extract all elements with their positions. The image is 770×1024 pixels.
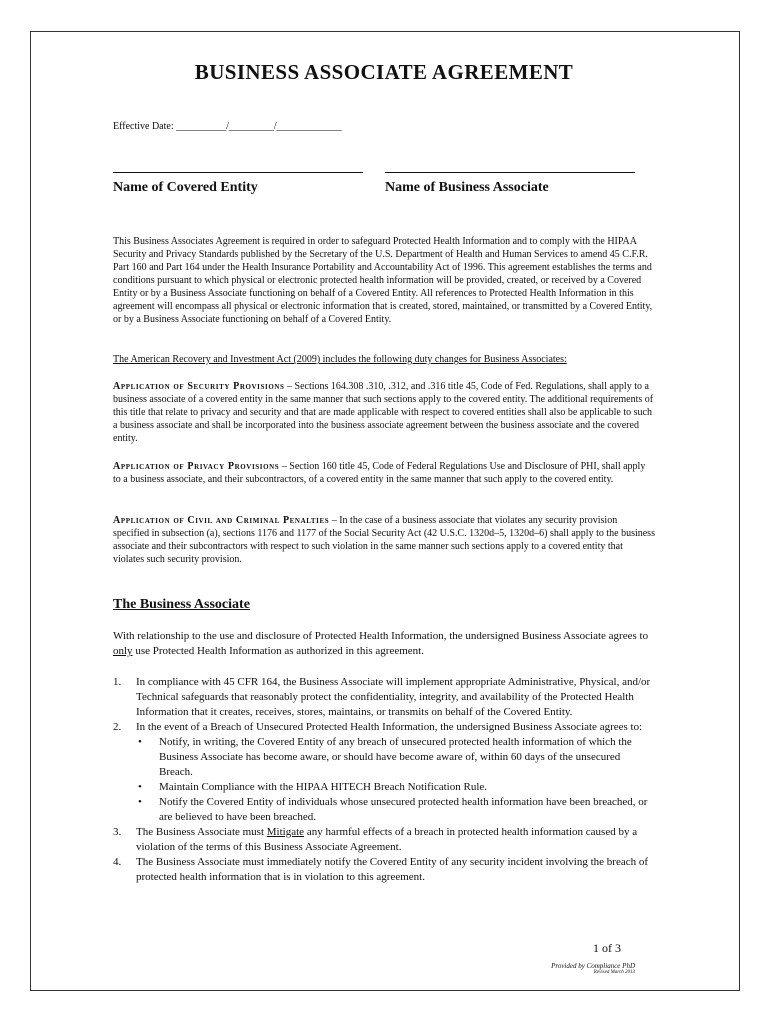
list-item (113, 855, 655, 885)
list-item-text: The Business Associate must immediately notify the Covered Entity of any security incident involving the breach of protected health information that is in violation to this agreement. (136, 856, 648, 883)
list-item-number: 1. (113, 676, 122, 688)
business-associate-section-title: The Business Associate (113, 597, 250, 612)
penalties-heading: Application of Civil and Criminal Penalties (113, 515, 330, 526)
penalties-text: – In the case of a business associate that violates any security provision specified in subsection (a), sections 1176 and 1177 of the Social Security Act (42 U.S.C. 1320d–5, 1320d–6) shall apply to the business associate and their subcontractors with respect to such violation in the same manner such sections apply to a covered entity that violates such security provision. (113, 515, 655, 565)
document-title: BUSINESS ASSOCIATE AGREEMENT (194, 60, 574, 84)
list-item-number: 3. (113, 826, 122, 838)
security-provisions-paragraph (113, 380, 655, 445)
page-number: 1 of 3 (593, 941, 621, 955)
list-item-underlined-word: Mitigate (266, 826, 305, 838)
bullet-icon: • (138, 796, 142, 808)
list-item-text-before: The Business Associate must (136, 826, 267, 838)
intro-underlined-word: only (113, 645, 133, 657)
security-provisions-text: – Sections 164.308 .310, .312, and .316 title 45, Code of Fed. Regulations, shall apply to a business associate of a covered entity in the same manner that such sections apply to the covered entity. The additional requirements of this title that relate to privacy and security and that are made applicable with respect to covered entities shall also be applicable to such a business associate and shall be incorporated into the business associate agreement between the business associate and the covered entity. (113, 381, 654, 444)
sublist-item (136, 795, 655, 825)
provided-by-credit: Provided by Compliance PhD (551, 962, 635, 970)
list-item-text-after: any harmful effects of a breach in protected health information caused by a violation of the terms of this Business Associate Agreement. (136, 826, 638, 853)
sublist-item-text: Notify, in writing, the Covered Entity of any breach of unsecured protected health information of which the Business Associate has become aware, or should have become aware of, within 60 days of the unsecured Breach. (159, 736, 632, 778)
business-associate-line (385, 172, 635, 173)
privacy-provisions-text: – Section 160 title 45, Code of Federal Regulations Use and Disclosure of PHI, shall apply to a business associate, and their subcontractors, of a covered entity in the same manner that such apply to the covered entity. (113, 461, 646, 485)
arra-heading: The American Recovery and Investment Act (2009) includes the following duty changes for Business Associates: (113, 354, 567, 365)
security-provisions-heading: Application of Security Provisions (113, 381, 285, 392)
breach-obligations-sublist (136, 735, 655, 825)
business-associate-intro (113, 629, 655, 659)
business-associate-signature-block (385, 172, 635, 196)
obligations-list (113, 675, 655, 885)
sublist-item-text: Maintain Compliance with the HIPAA HITECH Breach Notification Rule. (159, 781, 488, 793)
effective-date-field: Effective Date: __________/_________/_____________ (113, 121, 342, 132)
bullet-icon: • (138, 781, 142, 793)
sublist-item (136, 780, 655, 795)
list-item (113, 825, 655, 855)
sublist-item-text: Notify the Covered Entity of individuals whose unsecured protected health information have been breached, or are believed to have been breached. (159, 796, 648, 823)
privacy-provisions-heading: Application of Privacy Provisions (113, 461, 280, 472)
sublist-item (136, 735, 655, 780)
list-item-text: In compliance with 45 CFR 164, the Business Associate will implement appropriate Administrative, Physical, and/or Technical safeguards that reasonably protect the confidentiality, integrity, and availability of the Protected Health Information that it creates, receives, stores, maintains, or transmits on behalf of the Covered Entity. (136, 676, 651, 718)
intro-text-after: use Protected Health Information as authorized in this agreement. (132, 645, 424, 657)
penalties-paragraph (113, 514, 655, 566)
covered-entity-signature-block (113, 172, 363, 196)
business-associate-label: Name of Business Associate (385, 180, 549, 195)
privacy-provisions-paragraph (113, 460, 655, 486)
intro-paragraph: This Business Associates Agreement is required in order to safeguard Protected Health Information and to comply with the HIPAA Security and Privacy Standards published by the Secretary of the U.S. Department of Health and Human Services to amend 45 C.F.R. Part 160 and Part 164 under the Health Insurance Portability and Accountability Act of 1996. This agreement establishes the terms and conditions pursuant to which physical or electronic protected health information will be provided, created, or received by a Covered Entity or by a Business Associate functioning on behalf of a Covered Entity. All references to Protected Health Information in this agreement will encompass all physical or electronic information that is created, stored, maintained, or transmitted by a Covered Entity, or by a Business Associate functioning on behalf of a Covered Entity. (113, 236, 653, 325)
covered-entity-label: Name of Covered Entity (113, 180, 258, 195)
list-item (113, 675, 655, 720)
list-item-number: 4. (113, 856, 122, 868)
bullet-icon: • (138, 736, 142, 748)
covered-entity-line (113, 172, 363, 173)
list-item-number: 2. (113, 721, 122, 733)
intro-text-before: With relationship to the use and disclosure of Protected Health Information, the undersigned Business Associate agrees to (113, 630, 649, 642)
list-item (113, 720, 655, 825)
list-item-text: In the event of a Breach of Unsecured Protected Health Information, the undersigned Business Associate agrees to: (136, 721, 643, 733)
revised-date: Revised March 2013 (593, 970, 635, 975)
